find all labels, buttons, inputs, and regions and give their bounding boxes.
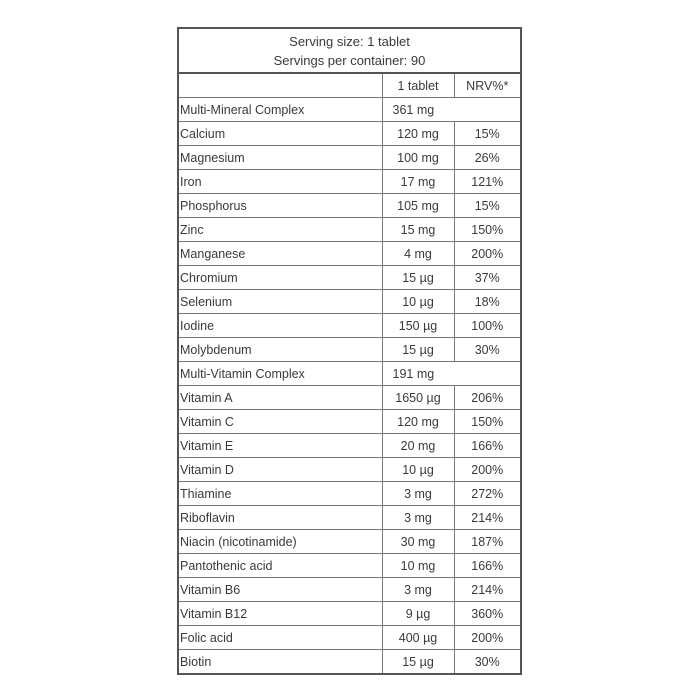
ingredient-amount: 4 mg [382, 242, 454, 266]
ingredient-name: Vitamin A [179, 386, 382, 410]
ingredient-name: Vitamin C [179, 410, 382, 434]
ingredient-nrv: 166% [454, 434, 520, 458]
ingredient-nrv: 18% [454, 290, 520, 314]
ingredient-amount: 105 mg [382, 194, 454, 218]
table-row [179, 602, 520, 626]
table-row [179, 194, 520, 218]
complex-row [179, 98, 520, 122]
complex-row [179, 362, 520, 386]
ingredient-name: Phosphorus [179, 194, 382, 218]
ingredient-amount: 15 µg [382, 338, 454, 362]
ingredient-name: Chromium [179, 266, 382, 290]
ingredient-name: Zinc [179, 218, 382, 242]
table-row [179, 554, 520, 578]
table-row [179, 218, 520, 242]
ingredient-amount: 15 µg [382, 650, 454, 674]
table-row [179, 386, 520, 410]
ingredient-nrv: 206% [454, 386, 520, 410]
ingredient-nrv: 26% [454, 146, 520, 170]
table-row [179, 242, 520, 266]
table-row [179, 314, 520, 338]
ingredient-nrv: 360% [454, 602, 520, 626]
ingredient-name: Iron [179, 170, 382, 194]
ingredient-nrv: 214% [454, 506, 520, 530]
table-row [179, 530, 520, 554]
ingredient-name: Magnesium [179, 146, 382, 170]
ingredient-amount: 10 µg [382, 290, 454, 314]
ingredient-name: Calcium [179, 122, 382, 146]
table-row [179, 434, 520, 458]
table-row [179, 482, 520, 506]
ingredient-name: Biotin [179, 650, 382, 674]
ingredient-amount: 191 mg [382, 362, 520, 386]
table-row [179, 290, 520, 314]
ingredient-nrv: 214% [454, 578, 520, 602]
ingredient-name: Niacin (nicotinamide) [179, 530, 382, 554]
ingredient-nrv: 30% [454, 338, 520, 362]
ingredient-amount: 120 mg [382, 410, 454, 434]
table-row [179, 410, 520, 434]
ingredient-nrv: 15% [454, 122, 520, 146]
ingredient-name: Pantothenic acid [179, 554, 382, 578]
ingredient-nrv: 30% [454, 650, 520, 674]
ingredient-nrv: 100% [454, 314, 520, 338]
ingredient-nrv: 200% [454, 242, 520, 266]
ingredient-amount: 400 µg [382, 626, 454, 650]
ingredient-name: Molybdenum [179, 338, 382, 362]
ingredient-nrv: 200% [454, 626, 520, 650]
ingredient-amount: 17 mg [382, 170, 454, 194]
ingredient-nrv: 187% [454, 530, 520, 554]
ingredient-amount: 10 mg [382, 554, 454, 578]
table-row [179, 122, 520, 146]
ingredient-name: Selenium [179, 290, 382, 314]
column-header-amount: 1 tablet [382, 74, 454, 98]
ingredient-nrv: 150% [454, 218, 520, 242]
nutrient-table [179, 74, 520, 673]
ingredient-name: Vitamin E [179, 434, 382, 458]
ingredient-amount: 15 mg [382, 218, 454, 242]
table-row [179, 170, 520, 194]
ingredient-name: Riboflavin [179, 506, 382, 530]
column-header-nrv: NRV%* [454, 74, 520, 98]
table-row [179, 506, 520, 530]
ingredient-amount: 100 mg [382, 146, 454, 170]
ingredient-amount: 361 mg [382, 98, 520, 122]
ingredient-amount: 3 mg [382, 578, 454, 602]
servings-per-container: Servings per container: 90 [273, 53, 426, 68]
ingredient-name: Multi-Mineral Complex [179, 98, 382, 122]
table-row [179, 266, 520, 290]
ingredient-name: Vitamin D [179, 458, 382, 482]
ingredient-amount: 9 µg [382, 602, 454, 626]
ingredient-nrv: 121% [454, 170, 520, 194]
table-row [179, 626, 520, 650]
ingredient-amount: 3 mg [382, 482, 454, 506]
table-row [179, 650, 520, 674]
ingredient-nrv: 200% [454, 458, 520, 482]
ingredient-amount: 15 µg [382, 266, 454, 290]
ingredient-name: Folic acid [179, 626, 382, 650]
column-header-ingredient [179, 74, 382, 98]
table-row [179, 146, 520, 170]
table-row [179, 578, 520, 602]
ingredient-nrv: 272% [454, 482, 520, 506]
ingredient-amount: 120 mg [382, 122, 454, 146]
ingredient-name: Multi-Vitamin Complex [179, 362, 382, 386]
ingredient-nrv: 150% [454, 410, 520, 434]
ingredient-amount: 150 µg [382, 314, 454, 338]
supplement-facts-panel [177, 27, 522, 675]
table-row [179, 338, 520, 362]
table-row [179, 458, 520, 482]
ingredient-nrv: 166% [454, 554, 520, 578]
ingredient-name: Thiamine [179, 482, 382, 506]
ingredient-nrv: 37% [454, 266, 520, 290]
ingredient-name: Manganese [179, 242, 382, 266]
ingredient-nrv: 15% [454, 194, 520, 218]
ingredient-amount: 20 mg [382, 434, 454, 458]
serving-size: Serving size: 1 tablet [289, 34, 410, 49]
ingredient-name: Vitamin B6 [179, 578, 382, 602]
ingredient-amount: 10 µg [382, 458, 454, 482]
column-header-row [179, 74, 520, 98]
ingredient-amount: 3 mg [382, 506, 454, 530]
serving-header [179, 29, 520, 74]
ingredient-amount: 1650 µg [382, 386, 454, 410]
ingredient-amount: 30 mg [382, 530, 454, 554]
ingredient-name: Iodine [179, 314, 382, 338]
ingredient-name: Vitamin B12 [179, 602, 382, 626]
